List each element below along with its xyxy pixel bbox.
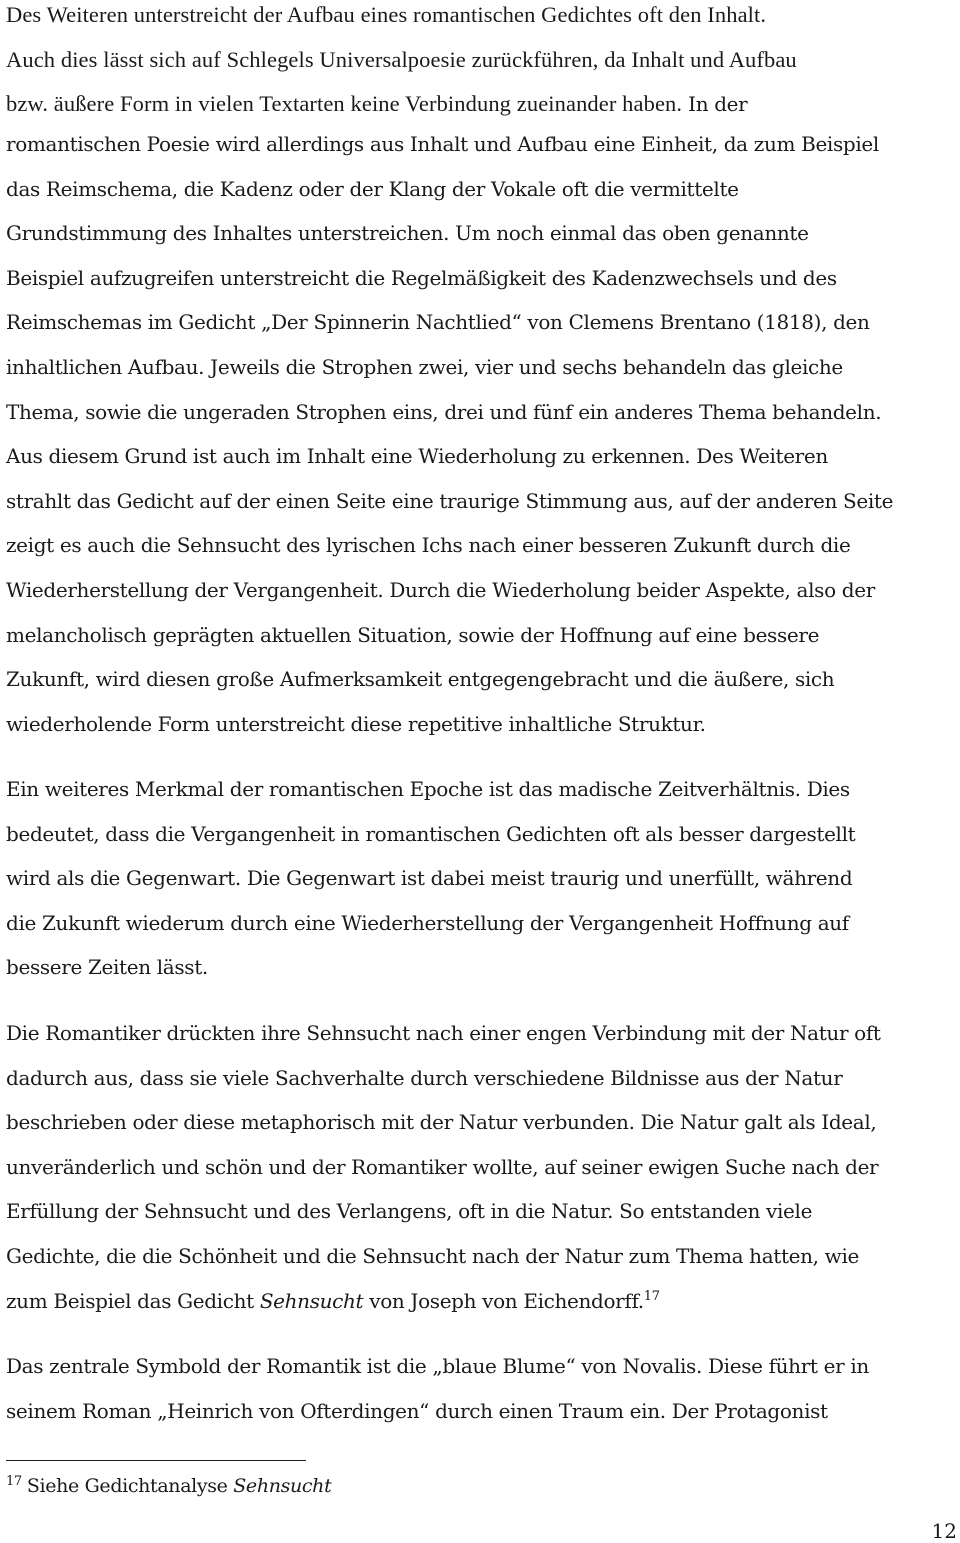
text-line: wird als die Gegenwart. Die Gegenwart ist dabei meist traurig und unerfüllt, während xyxy=(6,866,853,891)
text-line: wiederholende Form unterstreicht diese repetitive inhaltliche Struktur. xyxy=(6,711,706,736)
text-line: Wiederherstellung der Vergangenheit. Durch die Wiederholung beider Aspekte, also der xyxy=(6,577,875,602)
text-line: die Zukunft wiederum durch eine Wiederherstellung der Vergangenheit Hoffnung auf xyxy=(6,910,849,935)
text-line: Aus diesem Grund ist auch im Inhalt eine Wiederholung zu erkennen. Des Weiteren xyxy=(6,444,828,469)
text-line: bessere Zeiten lässt. xyxy=(6,955,208,980)
text-line xyxy=(6,82,960,127)
text-span: In der xyxy=(688,92,748,116)
text-line: inhaltlichen Aufbau. Jeweils die Strophen zwei, vier und sechs behandeln das gleiche xyxy=(6,354,843,379)
text-line: Ein weiteres Merkmal der romantischen Epoche ist das madische Zeitverhältnis. Dies xyxy=(6,777,850,801)
text-line: romantischen Poesie wird allerdings aus Inhalt und Aufbau eine Einheit, da zum Beispiel xyxy=(6,132,879,156)
text-line: zeigt es auch die Sehnsucht des lyrischen Ichs nach einer besseren Zukunft durch die xyxy=(6,533,851,558)
text-span: bzw. äußere Form in vielen Textarten keine Verbindung zueinander haben. xyxy=(6,91,683,116)
text-span: von Joseph von Eichendorff. xyxy=(363,1288,644,1313)
footnote-title: Sehnsucht xyxy=(233,1475,332,1497)
text-line: Zukunft, wird diesen große Aufmerksamkeit entgegengebracht und die äußere, sich xyxy=(6,667,835,692)
text-line: Grundstimmung des Inhaltes unterstreichen. Um noch einmal das oben genannte xyxy=(6,221,809,246)
text-line: melancholisch geprägten aktuellen Situation, sowie der Hoffnung auf eine bessere xyxy=(6,622,820,647)
text-line: beschrieben oder diese metaphorisch mit der Natur verbunden. Die Natur galt als Ideal, xyxy=(6,1110,877,1135)
paragraph-1-body xyxy=(6,122,960,746)
text-line: Beispiel aufzugreifen unterstreicht die Regelmäßigkeit des Kadenzwechsels und des xyxy=(6,265,837,290)
text-line: Die Romantiker drückten ihre Sehnsucht nach einer engen Verbindung mit der Natur oft xyxy=(6,1021,881,1045)
paragraph-2 xyxy=(6,767,960,990)
text-line: das Reimschema, die Kadenz oder der Klang der Vokale oft die vermittelte xyxy=(6,176,739,201)
text-line: Thema, sowie die ungeraden Strophen eins, drei und fünf ein anderes Thema behandeln. xyxy=(6,399,882,424)
paragraph-3 xyxy=(6,1011,960,1323)
footnote-separator xyxy=(6,1460,306,1461)
footnote-text: Siehe Gedichtanalyse xyxy=(26,1475,234,1497)
text-line: Gedichte, die die Schönheit und die Sehnsucht nach der Natur zum Thema hatten, wie xyxy=(6,1243,859,1268)
footnote-reference[interactable]: 17 xyxy=(643,1288,660,1304)
paragraph-1-intro xyxy=(6,0,960,127)
text-line: Des Weiteren unterstreicht der Aufbau eines romantischen Gedichtes oft den Inhalt. xyxy=(6,2,767,27)
text-line: Das zentrale Symbold der Romantik ist die „blaue Blume“ von Novalis. Diese führt er in xyxy=(6,1354,869,1378)
text-line: bedeutet, dass die Vergangenheit in romantischen Gedichten oft als besser dargestellt xyxy=(6,821,856,846)
text-line: dadurch aus, dass sie viele Sachverhalte durch verschiedene Bildnisse aus der Natur xyxy=(6,1065,843,1090)
text-line: Auch dies lässt sich auf Schlegels Universalpoesie zurückführen, da Inhalt und Aufbau xyxy=(6,46,797,72)
text-line: Erfüllung der Sehnsucht und des Verlangens, oft in die Natur. So entstanden viele xyxy=(6,1199,813,1224)
page-number: 12 xyxy=(931,1519,957,1543)
text-line: strahlt das Gedicht auf der einen Seite eine traurige Stimmung aus, auf der anderen Seite xyxy=(6,488,894,513)
footnote xyxy=(6,1474,331,1497)
text-line: Reimschemas im Gedicht „Der Spinnerin Nachtlied“ von Clemens Brentano (1818), den xyxy=(6,310,870,335)
paragraph-4 xyxy=(6,1344,960,1433)
text-line: unveränderlich und schön und der Romantiker wollte, auf seiner ewigen Suche nach der xyxy=(6,1154,879,1179)
text-line: seinem Roman „Heinrich von Ofterdingen“ durch einen Traum ein. Der Protagonist xyxy=(6,1398,828,1423)
footnote-number: 17 xyxy=(6,1474,22,1489)
poem-title: Sehnsucht xyxy=(259,1288,364,1313)
text-line xyxy=(6,1279,960,1324)
text-span: zum Beispiel das Gedicht xyxy=(6,1288,260,1313)
